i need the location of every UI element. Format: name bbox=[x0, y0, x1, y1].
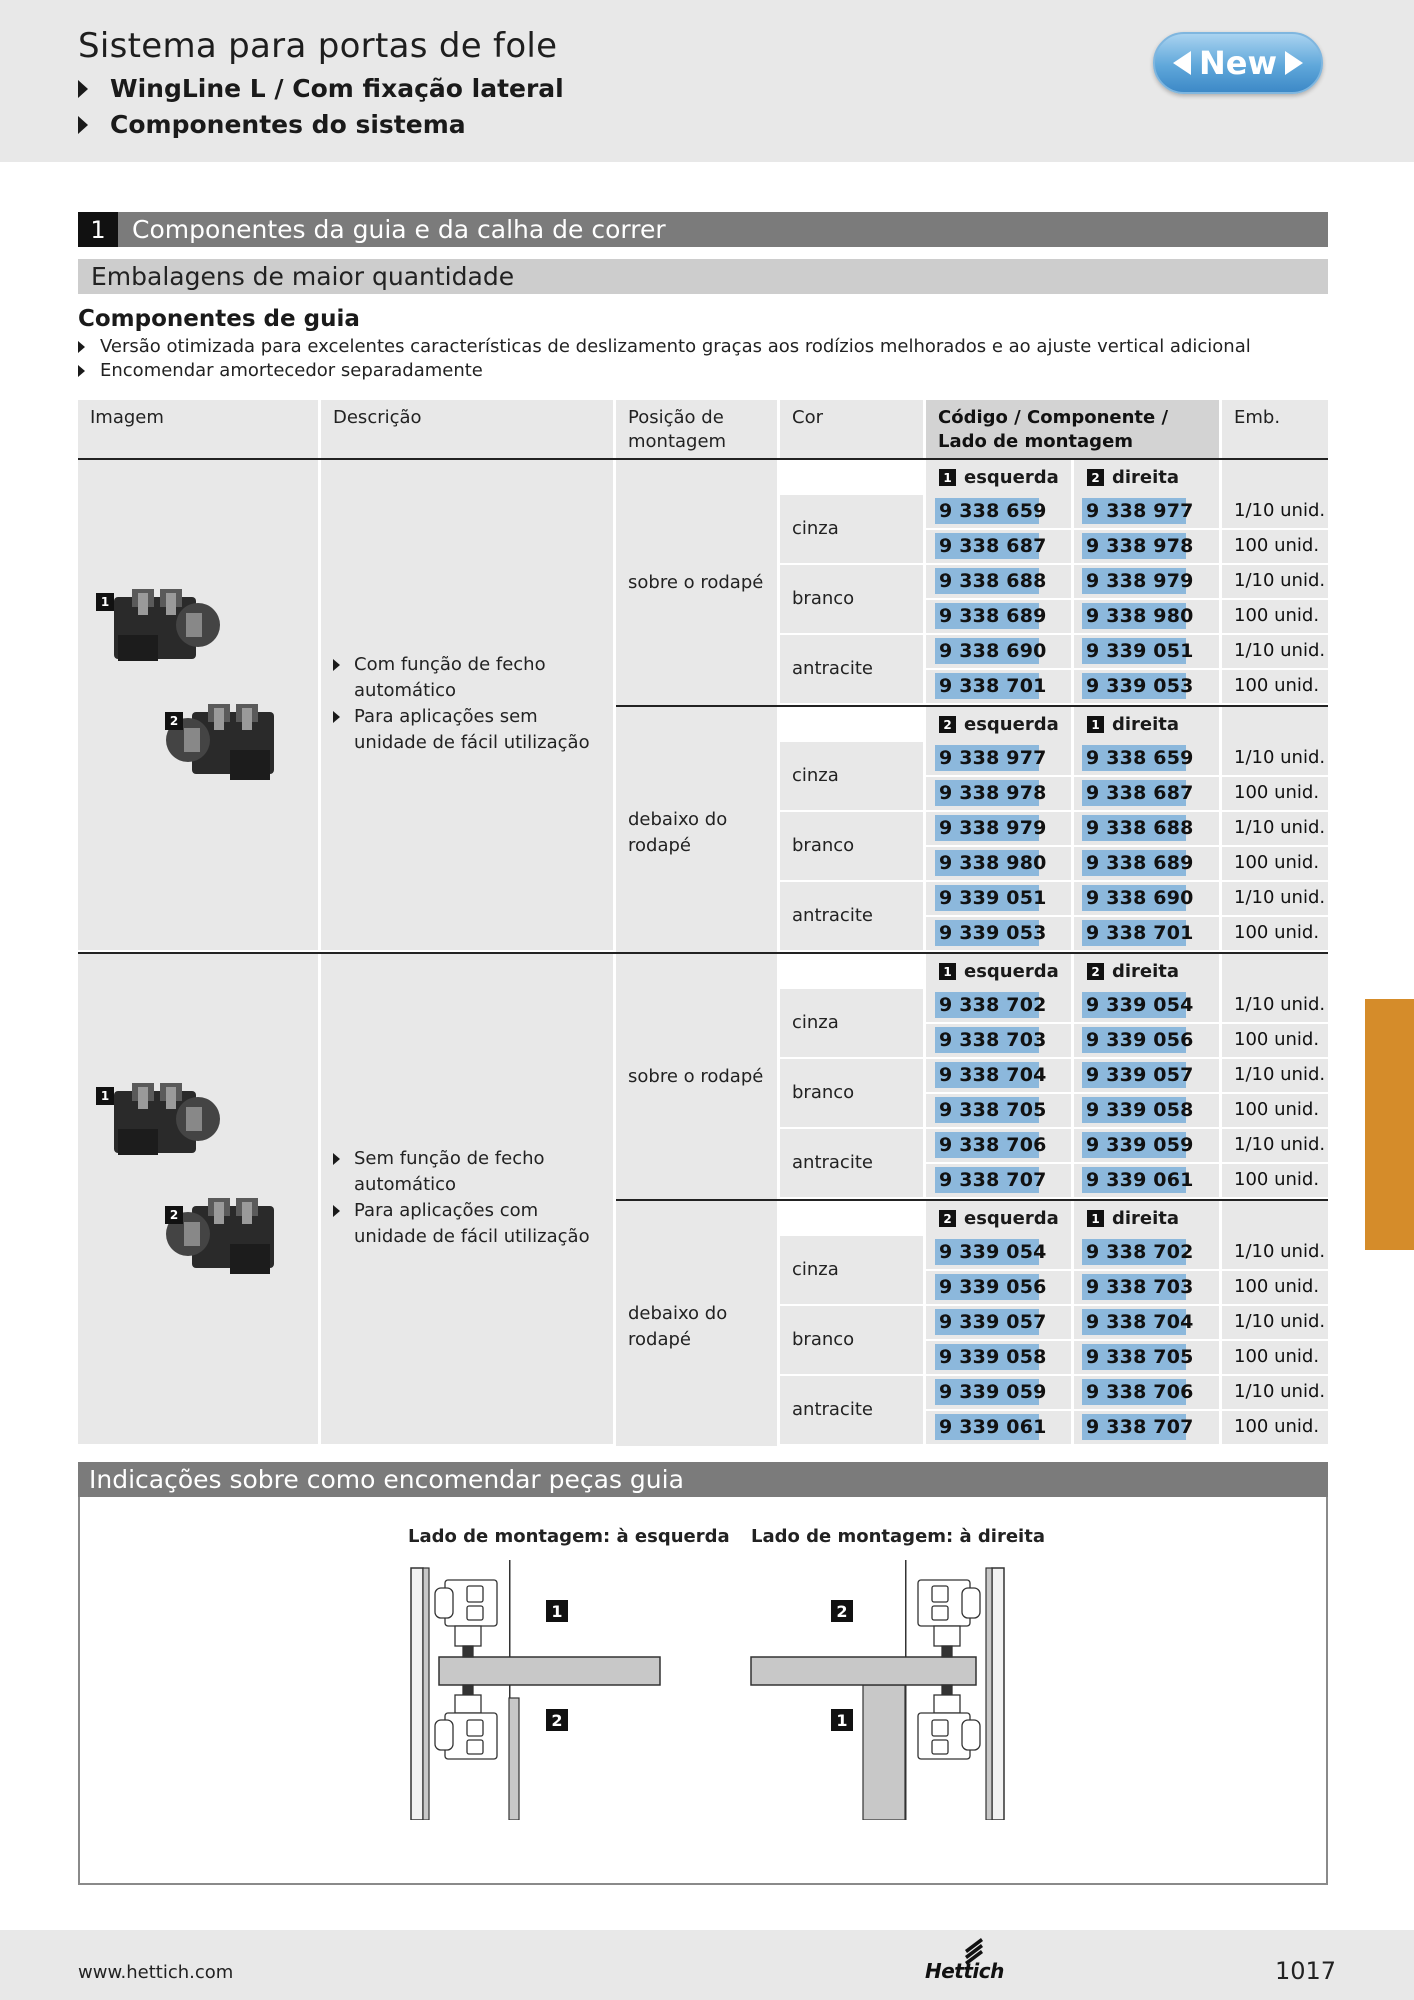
section-bar bbox=[78, 212, 1328, 247]
left-guide-top bbox=[435, 1580, 497, 1657]
emb-value: 100 unid. bbox=[1234, 1099, 1320, 1120]
article-code-right[interactable]: 9 338 702 bbox=[1086, 1241, 1194, 1263]
side-label-text: direita bbox=[1112, 714, 1180, 735]
right-num-1: 1 bbox=[836, 1711, 848, 1730]
header-emb: Emb. bbox=[1222, 400, 1328, 458]
triangle-bullet-icon bbox=[333, 1205, 340, 1217]
article-code-right[interactable]: 9 338 977 bbox=[1086, 500, 1194, 522]
triangle-bullet-icon bbox=[333, 711, 340, 723]
emb-value: 1/10 unid. bbox=[1234, 1311, 1326, 1332]
emb-cell bbox=[1222, 460, 1328, 495]
side-label-right bbox=[1074, 1201, 1219, 1236]
emb-cell bbox=[1222, 707, 1328, 742]
color-label: branco bbox=[792, 1082, 855, 1103]
side-label-text: direita bbox=[1112, 961, 1180, 982]
article-code-right[interactable]: 9 338 707 bbox=[1086, 1416, 1194, 1438]
article-code-right[interactable]: 9 339 061 bbox=[1086, 1169, 1194, 1191]
note-item bbox=[78, 336, 1251, 357]
article-code-right[interactable]: 9 338 979 bbox=[1086, 570, 1194, 592]
side-label-text: direita bbox=[1112, 1208, 1180, 1229]
side-number-box: 2 bbox=[939, 716, 956, 733]
description-item-text: Sem função de fecho automático bbox=[354, 1148, 545, 1195]
side-label-left bbox=[926, 707, 1071, 742]
emb-value: 100 unid. bbox=[1234, 675, 1320, 696]
ordering-title: Indicações sobre como encomendar peças guia bbox=[78, 1462, 1328, 1497]
note-item bbox=[78, 360, 483, 381]
article-code-right[interactable]: 9 339 056 bbox=[1086, 1029, 1194, 1051]
right-guide-bottom bbox=[918, 1685, 980, 1759]
note-text: Versão otimizada para excelentes características de deslizamento graças aos rodízios melhorados e ao ajuste vertical adicional bbox=[100, 336, 1251, 357]
article-code-left[interactable]: 9 338 977 bbox=[939, 747, 1047, 769]
article-code-right[interactable]: 9 338 687 bbox=[1086, 782, 1194, 804]
emb-value: 1/10 unid. bbox=[1234, 747, 1326, 768]
section-title: Componentes da guia e da calha de correr bbox=[132, 215, 666, 244]
header-code: Código / Componente / Lado de montagem bbox=[926, 400, 1219, 458]
emb-value: 100 unid. bbox=[1234, 1346, 1320, 1367]
triangle-bullet-icon bbox=[333, 1153, 340, 1165]
right-plinth bbox=[751, 1657, 976, 1685]
color-label: antracite bbox=[792, 905, 873, 926]
article-code-left[interactable]: 9 338 659 bbox=[939, 500, 1047, 522]
side-label-right bbox=[1074, 460, 1219, 495]
emb-value: 100 unid. bbox=[1234, 535, 1320, 556]
ordering-frame bbox=[78, 1497, 1328, 1885]
article-code-left[interactable]: 9 338 690 bbox=[939, 640, 1047, 662]
article-code-right[interactable]: 9 338 704 bbox=[1086, 1311, 1194, 1333]
emb-value: 100 unid. bbox=[1234, 1029, 1320, 1050]
right-panel bbox=[863, 1685, 905, 1820]
description-item bbox=[333, 652, 613, 704]
header-position: Posição de montagem bbox=[616, 400, 777, 458]
article-code-left[interactable]: 9 338 687 bbox=[939, 535, 1047, 557]
right-door-frame bbox=[992, 1568, 1004, 1820]
new-badge bbox=[1153, 32, 1323, 94]
right-side-label: Lado de montagem: à direita bbox=[751, 1526, 1045, 1547]
image-number-2: 2 bbox=[165, 712, 183, 730]
triangle-bullet-icon bbox=[78, 116, 88, 134]
side-label-text: esquerda bbox=[964, 714, 1059, 735]
color-label: cinza bbox=[792, 1012, 839, 1033]
article-code-left[interactable]: 9 338 707 bbox=[939, 1169, 1047, 1191]
article-code-right[interactable]: 9 338 705 bbox=[1086, 1346, 1194, 1368]
article-code-right[interactable]: 9 338 659 bbox=[1086, 747, 1194, 769]
side-label-text: esquerda bbox=[964, 1208, 1059, 1229]
color-label: antracite bbox=[792, 658, 873, 679]
header-description: Descrição bbox=[321, 400, 613, 458]
description-item bbox=[333, 1146, 613, 1198]
article-code-right[interactable]: 9 338 703 bbox=[1086, 1276, 1194, 1298]
image-number-1: 1 bbox=[96, 1087, 114, 1105]
chapter-tab[interactable] bbox=[1365, 999, 1414, 1250]
article-code-right[interactable]: 9 338 980 bbox=[1086, 605, 1194, 627]
side-number-box: 1 bbox=[939, 963, 956, 980]
new-badge-label: New bbox=[1198, 44, 1278, 82]
header-image: Imagem bbox=[78, 400, 318, 458]
article-code-left[interactable]: 9 339 059 bbox=[939, 1381, 1047, 1403]
article-code-left[interactable]: 9 338 701 bbox=[939, 675, 1047, 697]
section-subtitle: Embalagens de maior quantidade bbox=[78, 259, 1328, 294]
color-label: cinza bbox=[792, 518, 839, 539]
article-code-right[interactable]: 9 339 057 bbox=[1086, 1064, 1194, 1086]
article-code-left[interactable]: 9 339 061 bbox=[939, 1416, 1047, 1438]
position-label: debaixo do rodapé bbox=[628, 809, 728, 856]
emb-cell bbox=[1222, 1201, 1328, 1236]
triangle-bullet-icon bbox=[78, 341, 85, 353]
emb-value: 100 unid. bbox=[1234, 605, 1320, 626]
article-code-left[interactable]: 9 339 056 bbox=[939, 1276, 1047, 1298]
article-code-left[interactable]: 9 339 057 bbox=[939, 1311, 1047, 1333]
side-number-box: 2 bbox=[1087, 963, 1104, 980]
emb-value: 1/10 unid. bbox=[1234, 1241, 1326, 1262]
article-code-left[interactable]: 9 338 980 bbox=[939, 852, 1047, 874]
color-label: antracite bbox=[792, 1152, 873, 1173]
article-code-left[interactable]: 9 338 689 bbox=[939, 605, 1047, 627]
image-number-2: 2 bbox=[165, 1206, 183, 1224]
position-label: sobre o rodapé bbox=[628, 572, 764, 593]
article-code-left[interactable]: 9 339 058 bbox=[939, 1346, 1047, 1368]
breadcrumb-product-label: WingLine L / Com fixação lateral bbox=[110, 74, 564, 103]
description-item-text: Para aplicações sem unidade de fácil utilização bbox=[354, 706, 590, 753]
arrow-right-icon bbox=[1285, 51, 1303, 75]
emb-value: 100 unid. bbox=[1234, 1169, 1320, 1190]
article-code-right[interactable]: 9 338 689 bbox=[1086, 852, 1194, 874]
left-mounting-diagram bbox=[405, 1560, 670, 1820]
left-door-frame bbox=[411, 1568, 423, 1820]
color-label: branco bbox=[792, 835, 855, 856]
position-label: debaixo do rodapé bbox=[628, 1303, 728, 1350]
left-num-2: 2 bbox=[551, 1711, 563, 1730]
position-label: sobre o rodapé bbox=[628, 1066, 764, 1087]
article-code-left[interactable]: 9 339 051 bbox=[939, 887, 1047, 909]
left-side-label: Lado de montagem: à esquerda bbox=[408, 1526, 730, 1547]
color-label: antracite bbox=[792, 1399, 873, 1420]
article-code-right[interactable]: 9 339 053 bbox=[1086, 675, 1194, 697]
emb-value: 100 unid. bbox=[1234, 1416, 1320, 1437]
article-code-left[interactable]: 9 338 688 bbox=[939, 570, 1047, 592]
article-code-left[interactable]: 9 338 703 bbox=[939, 1029, 1047, 1051]
triangle-bullet-icon bbox=[333, 659, 340, 671]
section-number: 1 bbox=[78, 212, 118, 247]
emb-value: 1/10 unid. bbox=[1234, 1064, 1326, 1085]
website-link[interactable]: www.hettich.com bbox=[78, 1962, 234, 1983]
description-item bbox=[333, 1198, 613, 1250]
color-label: cinza bbox=[792, 765, 839, 786]
page-number: 1017 bbox=[1275, 1957, 1337, 1985]
article-code-right[interactable]: 9 339 059 bbox=[1086, 1134, 1194, 1156]
description-item-text: Para aplicações com unidade de fácil utilização bbox=[354, 1200, 590, 1247]
emb-value: 100 unid. bbox=[1234, 852, 1320, 873]
color-label: branco bbox=[792, 588, 855, 609]
side-number-box: 1 bbox=[1087, 1210, 1104, 1227]
left-guide-bottom bbox=[435, 1685, 497, 1759]
emb-value: 100 unid. bbox=[1234, 782, 1320, 803]
emb-value: 1/10 unid. bbox=[1234, 817, 1326, 838]
article-code-left[interactable]: 9 338 705 bbox=[939, 1099, 1047, 1121]
article-code-right[interactable]: 9 338 688 bbox=[1086, 817, 1194, 839]
component-image-1 bbox=[108, 1079, 228, 1169]
side-label-left bbox=[926, 1201, 1071, 1236]
emb-value: 1/10 unid. bbox=[1234, 887, 1326, 908]
emb-value: 100 unid. bbox=[1234, 922, 1320, 943]
note-text: Encomendar amortecedor separadamente bbox=[100, 360, 483, 381]
triangle-bullet-icon bbox=[78, 80, 88, 98]
hettich-logo: Hettich bbox=[925, 1959, 1004, 1983]
color-label: branco bbox=[792, 1329, 855, 1350]
description-text bbox=[333, 652, 613, 756]
description-item bbox=[333, 704, 613, 756]
image-number-1: 1 bbox=[96, 593, 114, 611]
side-label-right bbox=[1074, 707, 1219, 742]
emb-value: 1/10 unid. bbox=[1234, 570, 1326, 591]
article-code-right[interactable]: 9 338 701 bbox=[1086, 922, 1194, 944]
component-image-1 bbox=[108, 585, 228, 675]
article-code-left[interactable]: 9 338 706 bbox=[939, 1134, 1047, 1156]
side-label-right bbox=[1074, 954, 1219, 989]
article-code-right[interactable]: 9 338 706 bbox=[1086, 1381, 1194, 1403]
side-label-text: esquerda bbox=[964, 467, 1059, 488]
description-item-text: Com função de fecho automático bbox=[354, 654, 546, 701]
breadcrumb-product bbox=[78, 74, 564, 103]
right-door-edge bbox=[986, 1568, 992, 1820]
emb-value: 1/10 unid. bbox=[1234, 994, 1326, 1015]
emb-cell bbox=[1222, 954, 1328, 989]
article-code-left[interactable]: 9 338 979 bbox=[939, 817, 1047, 839]
article-code-right[interactable]: 9 338 978 bbox=[1086, 535, 1194, 557]
side-label-left bbox=[926, 954, 1071, 989]
side-number-box: 2 bbox=[939, 1210, 956, 1227]
right-num-2: 2 bbox=[836, 1602, 848, 1621]
side-label-text: direita bbox=[1112, 467, 1180, 488]
components-title: Componentes de guia bbox=[78, 306, 360, 332]
article-code-right[interactable]: 9 339 058 bbox=[1086, 1099, 1194, 1121]
breadcrumb-category-label: Componentes do sistema bbox=[110, 110, 466, 139]
emb-value: 1/10 unid. bbox=[1234, 1134, 1326, 1155]
emb-value: 100 unid. bbox=[1234, 1276, 1320, 1297]
description-text bbox=[333, 1146, 613, 1250]
side-number-box: 2 bbox=[1087, 469, 1104, 486]
page-title: Sistema para portas de fole bbox=[78, 26, 558, 66]
article-code-left[interactable]: 9 338 702 bbox=[939, 994, 1047, 1016]
article-code-left[interactable]: 9 339 053 bbox=[939, 922, 1047, 944]
left-panel bbox=[509, 1698, 519, 1820]
header-color: Cor bbox=[780, 400, 923, 458]
right-mounting-diagram bbox=[745, 1560, 1010, 1820]
article-code-left[interactable]: 9 338 704 bbox=[939, 1064, 1047, 1086]
left-num-1: 1 bbox=[551, 1602, 563, 1621]
breadcrumb-category bbox=[78, 110, 466, 139]
arrow-left-icon bbox=[1173, 51, 1191, 75]
emb-value: 1/10 unid. bbox=[1234, 640, 1326, 661]
left-door-edge bbox=[423, 1568, 429, 1820]
article-code-right[interactable]: 9 339 051 bbox=[1086, 640, 1194, 662]
article-code-right[interactable]: 9 338 690 bbox=[1086, 887, 1194, 909]
side-label-text: esquerda bbox=[964, 961, 1059, 982]
left-plinth bbox=[439, 1657, 660, 1685]
emb-value: 1/10 unid. bbox=[1234, 500, 1326, 521]
side-label-left bbox=[926, 460, 1071, 495]
right-guide-top bbox=[918, 1580, 980, 1657]
article-code-left[interactable]: 9 339 054 bbox=[939, 1241, 1047, 1263]
side-number-box: 1 bbox=[1087, 716, 1104, 733]
article-code-right[interactable]: 9 339 054 bbox=[1086, 994, 1194, 1016]
article-code-left[interactable]: 9 338 978 bbox=[939, 782, 1047, 804]
color-label: cinza bbox=[792, 1259, 839, 1280]
triangle-bullet-icon bbox=[78, 365, 85, 377]
side-number-box: 1 bbox=[939, 469, 956, 486]
emb-value: 1/10 unid. bbox=[1234, 1381, 1326, 1402]
